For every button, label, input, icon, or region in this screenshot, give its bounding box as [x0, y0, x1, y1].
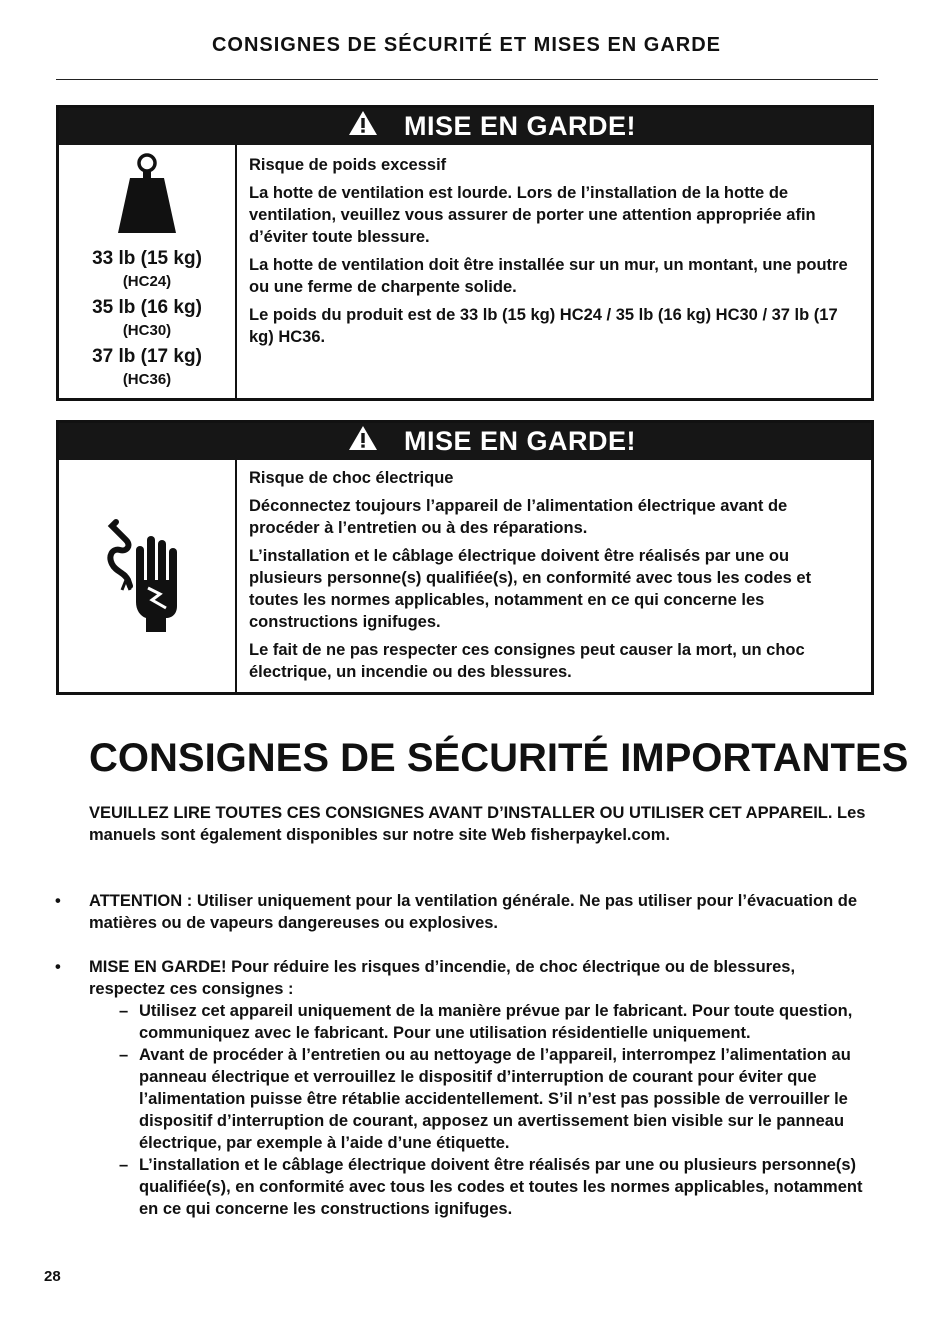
model-label-hc36: (HC36)	[122, 371, 172, 388]
model-label-hc30: (HC30)	[122, 322, 172, 339]
bullet-text: ATTENTION : Utiliser uniquement pour la ventilation générale. Ne pas utiliser pour l’évacuation de matières ou de vapeurs dangereuses ou explosives.	[89, 892, 857, 932]
header-divider	[56, 79, 878, 80]
weight-label-hc36: 37 lb (17 kg)	[92, 346, 202, 367]
page-header-title: CONSIGNES DE SÉCURITÉ ET MISES EN GARDE	[211, 34, 722, 56]
shock-warning-box	[56, 420, 874, 695]
sub-list-text: Avant de procéder à l’entretien ou au nettoyage de l’appareil, interrompez l’alimentation au panneau électrique et verrouillez le dispositif d’interruption de courant pour éviter que l’alimentation puisse être rétablie accidentellement. S’il n’est pas possible de verrouiller le dispositif d’interruption de courant, apposez un avertissement bien visible sur le panneau électrique, par exemple à l’aide d’une étiquette.	[139, 1046, 851, 1152]
shock-icon-column	[59, 460, 237, 692]
dash-marker: –	[119, 1046, 129, 1064]
dash-marker: –	[119, 1002, 129, 1020]
model-label-hc24: (HC24)	[122, 273, 172, 290]
sub-list-text: L’installation et le câblage électrique doivent être réalisés par une ou plusieurs personne(s) qualifiée(s), en conformité avec tous les codes et toutes les normes applicables, notamment en ce qui concerne les constructions ignifuges.	[139, 1156, 863, 1218]
heavy-weight-icon	[112, 153, 182, 240]
sub-list-item	[89, 1044, 869, 1154]
warning-paragraph: Le poids du produit est de 33 lb (15 kg) HC24 / 35 lb (16 kg) HC30 / 37 lb (17 kg) HC36.	[249, 306, 838, 346]
warning-paragraph: La hotte de ventilation est lourde. Lors de l’installation de la hotte de ventilation, veuillez vous assurer de porter une attention appropriée afin d’éviter toute blessure.	[249, 184, 816, 246]
dash-marker: –	[119, 1156, 129, 1174]
warning-paragraph: La hotte de ventilation doit être installée sur un mur, un montant, une poutre ou une ferme de charpente solide.	[249, 256, 848, 296]
warning-heading: Risque de choc électrique	[249, 469, 454, 487]
weight-label-hc24: 33 lb (15 kg)	[92, 248, 202, 269]
warning-banner	[59, 108, 871, 145]
weight-warning-text	[237, 145, 871, 398]
warning-triangle-icon	[348, 110, 378, 143]
page-number: 28	[44, 1268, 61, 1285]
bullet-marker: •	[55, 892, 61, 910]
electric-shock-hand-icon	[102, 514, 192, 639]
warning-banner-text: MISE EN GARDE!	[403, 111, 637, 141]
sub-list-item	[89, 1154, 869, 1220]
section-title: CONSIGNES DE SÉCURITÉ IMPORTANTES	[89, 736, 909, 780]
sub-list-text: Utilisez cet appareil uniquement de la manière prévue par le fabricant. Pour toute question, communiquez avec le fabricant. Pour une utilisation résidentielle uniquement.	[139, 1002, 853, 1042]
warning-heading: Risque de poids excessif	[249, 156, 447, 174]
bullet-item	[55, 956, 869, 1220]
bullet-text: MISE EN GARDE! Pour réduire les risques d’incendie, de choc électrique ou de blessures, respectez ces consignes :	[89, 958, 796, 998]
bullet-marker: •	[55, 958, 61, 976]
weight-icon-column	[59, 145, 237, 398]
intro-paragraph: VEUILLEZ LIRE TOUTES CES CONSIGNES AVANT D’INSTALLER OU UTILISER CET APPAREIL. Les manuels sont également disponibles sur notre site Web fisherpaykel.com.	[89, 804, 866, 844]
bullet-item	[55, 890, 869, 934]
weight-label-hc30: 35 lb (16 kg)	[92, 297, 202, 318]
shock-warning-text	[237, 460, 871, 692]
warning-banner-text: MISE EN GARDE!	[403, 426, 637, 456]
warning-paragraph: Déconnectez toujours l’appareil de l’alimentation électrique avant de procéder à l’entretien ou à des réparations.	[249, 497, 788, 537]
warning-triangle-icon	[348, 425, 378, 458]
warning-paragraph: L’installation et le câblage électrique doivent être réalisés par une ou plusieurs personne(s) qualifiée(s), en conformité avec tous les codes et toutes les normes applicables, notamment en ce qui concerne les constructions ignifuges.	[249, 547, 812, 631]
weight-warning-box	[56, 105, 874, 401]
warning-paragraph: Le fait de ne pas respecter ces consignes peut causer la mort, un choc électrique, un incendie ou des blessures.	[249, 641, 805, 681]
warning-banner	[59, 423, 871, 460]
sub-list-item	[89, 1000, 869, 1044]
